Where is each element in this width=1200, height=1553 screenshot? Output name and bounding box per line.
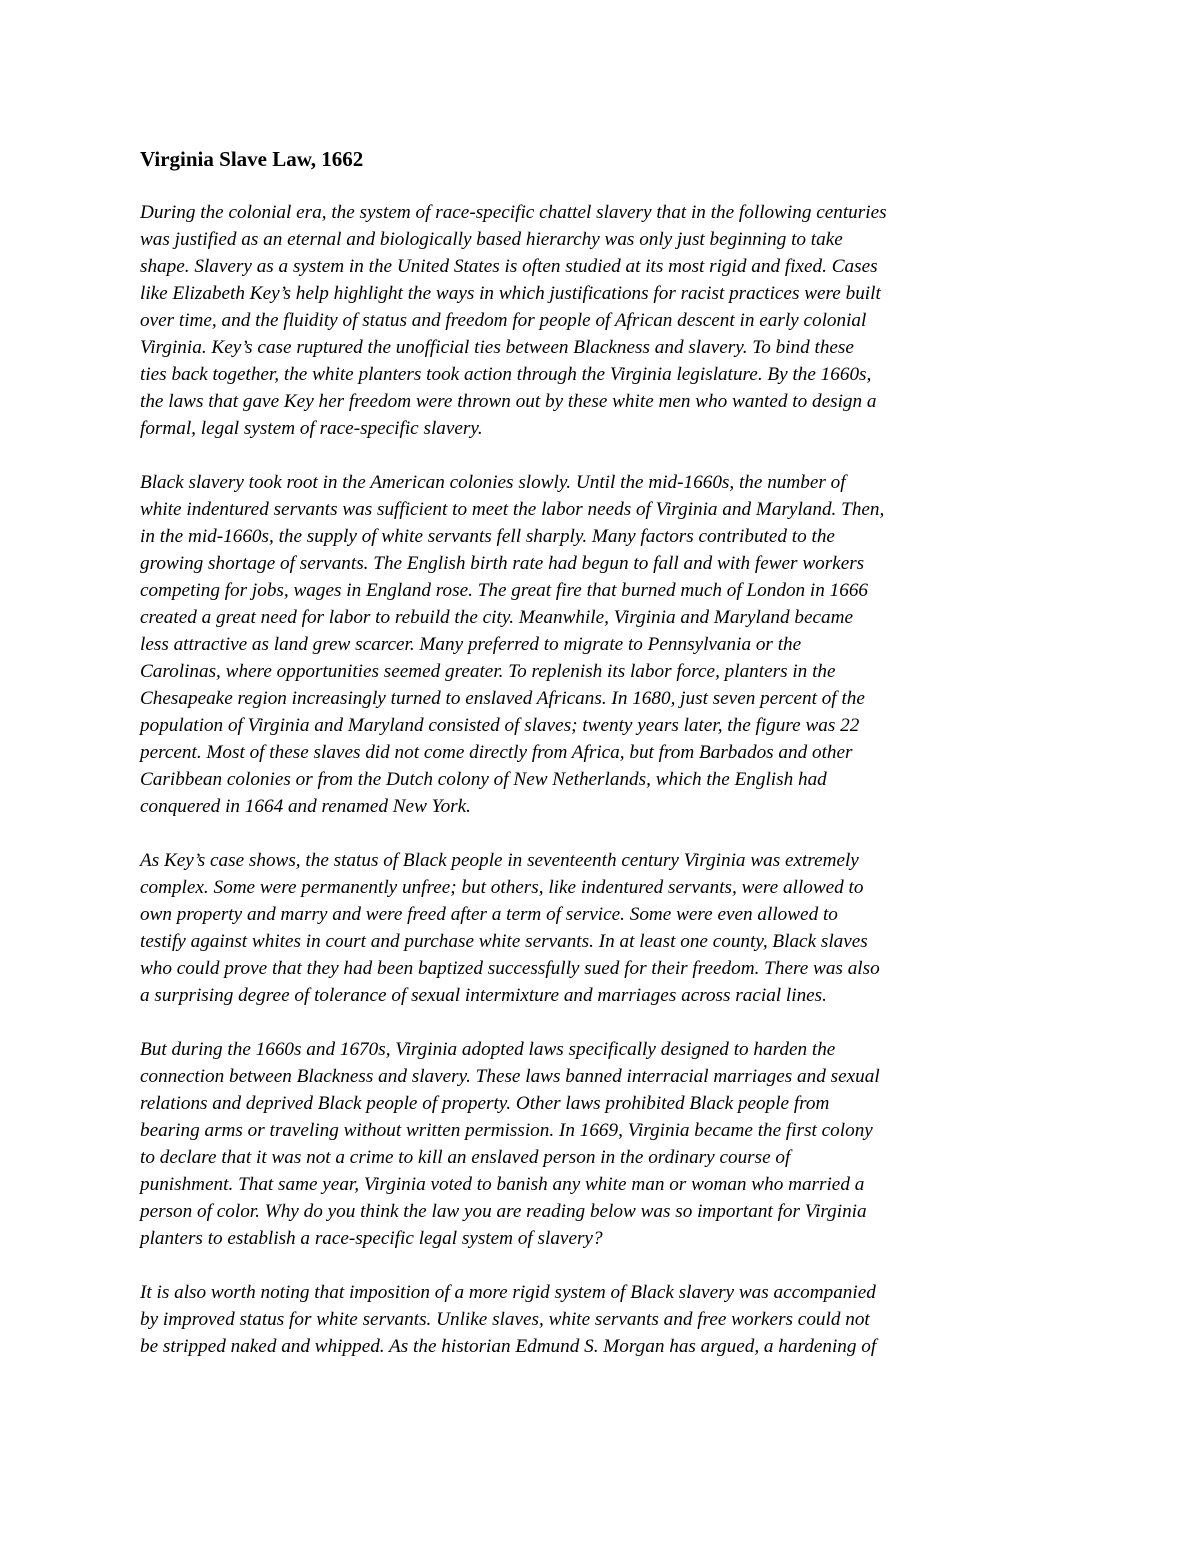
paragraph-line: conquered in 1664 and renamed New York. [140, 796, 471, 817]
paragraph-line: Caribbean colonies or from the Dutch colony of New Netherlands, which the English had [140, 769, 827, 790]
paragraph-line: white indentured servants was sufficient to meet the labor needs of Virginia and Maryland. Then, [140, 499, 885, 520]
paragraph-line: connection between Blackness and slavery. These laws banned interracial marriages and sexual [140, 1066, 880, 1087]
paragraph-line: percent. Most of these slaves did not come directly from Africa, but from Barbados and other [140, 742, 853, 763]
paragraph-line: person of color. Why do you think the law you are reading below was so important for Virginia [140, 1201, 867, 1222]
paragraph-line: formal, legal system of race-specific slavery. [140, 418, 483, 439]
paragraph-line: was justified as an eternal and biologically based hierarchy was only just beginning to take [140, 229, 843, 250]
paragraph-line: in the mid-1660s, the supply of white servants fell sharply. Many factors contributed to the [140, 526, 835, 547]
paragraph-line: As Key’s case shows, the status of Black people in seventeenth century Virginia was extremely [140, 850, 859, 871]
paragraph-line: bearing arms or traveling without written permission. In 1669, Virginia became the first colony [140, 1120, 873, 1141]
paragraph-line: competing for jobs, wages in England rose. The great fire that burned much of London in 1666 [140, 580, 869, 601]
paragraph-line: Virginia. Key’s case ruptured the unofficial ties between Blackness and slavery. To bind these [140, 337, 854, 358]
paragraph-line: over time, and the fluidity of status and freedom for people of African descent in early colonial [140, 310, 867, 331]
paragraph-line: planters to establish a race-specific legal system of slavery? [140, 1228, 603, 1249]
paragraph-line: growing shortage of servants. The English birth rate had begun to fall and with fewer workers [140, 553, 865, 574]
paragraph-line: like Elizabeth Key’s help highlight the ways in which justifications for racist practices were built [140, 283, 881, 304]
paragraph [140, 199, 1070, 442]
paragraph-line: It is also worth noting that imposition of a more rigid system of Black slavery was accompanied [140, 1282, 876, 1303]
paragraph [140, 1036, 1070, 1252]
paragraph-line: ties back together, the white planters took action through the Virginia legislature. By the 1660s, [140, 364, 872, 385]
paragraph-line: Carolinas, where opportunities seemed greater. To replenish its labor force, planters in the [140, 661, 836, 682]
paragraph-line: be stripped naked and whipped. As the historian Edmund S. Morgan has argued, a hardening of [140, 1336, 877, 1357]
paragraph-line: own property and marry and were freed after a term of service. Some were even allowed to [140, 904, 838, 925]
paragraph-line: created a great need for labor to rebuild the city. Meanwhile, Virginia and Maryland became [140, 607, 853, 628]
paragraph-line: by improved status for white servants. Unlike slaves, white servants and free workers could not [140, 1309, 870, 1330]
paragraph [140, 847, 1070, 1009]
paragraph-line: During the colonial era, the system of race-specific chattel slavery that in the following centuries [140, 202, 887, 223]
paragraph-line: less attractive as land grew scarcer. Many preferred to migrate to Pennsylvania or the [140, 634, 802, 655]
paragraph-line: who could prove that they had been baptized successfully sued for their freedom. There was also [140, 958, 880, 979]
paragraph [140, 1279, 1070, 1360]
paragraph-line: complex. Some were permanently unfree; but others, like indentured servants, were allowed to [140, 877, 864, 898]
paragraph-line: shape. Slavery as a system in the United States is often studied at its most rigid and fixed. Cases [140, 256, 878, 277]
paragraph-line: testify against whites in court and purchase white servants. In at least one county, Black slaves [140, 931, 868, 952]
paragraph-line: But during the 1660s and 1670s, Virginia adopted laws specifically designed to harden the [140, 1039, 836, 1060]
paragraph-line: relations and deprived Black people of property. Other laws prohibited Black people from [140, 1093, 830, 1114]
document-body [140, 199, 1070, 1387]
paragraph-line: Black slavery took root in the American colonies slowly. Until the mid-1660s, the number of [140, 472, 846, 493]
paragraph-line: to declare that it was not a crime to kill an enslaved person in the ordinary course of [140, 1147, 791, 1168]
paragraph-line: the laws that gave Key her freedom were thrown out by these white men who wanted to design a [140, 391, 877, 412]
paragraph-line: Chesapeake region increasingly turned to enslaved Africans. In 1680, just seven percent of the [140, 688, 865, 709]
paragraph-line: punishment. That same year, Virginia voted to banish any white man or woman who married a [140, 1174, 865, 1195]
document-title: Virginia Slave Law, 1662 [140, 147, 364, 171]
paragraph-line: a surprising degree of tolerance of sexual intermixture and marriages across racial lines. [140, 985, 827, 1006]
paragraph [140, 469, 1070, 820]
paragraph-line: population of Virginia and Maryland consisted of slaves; twenty years later, the figure was 22 [140, 715, 860, 736]
